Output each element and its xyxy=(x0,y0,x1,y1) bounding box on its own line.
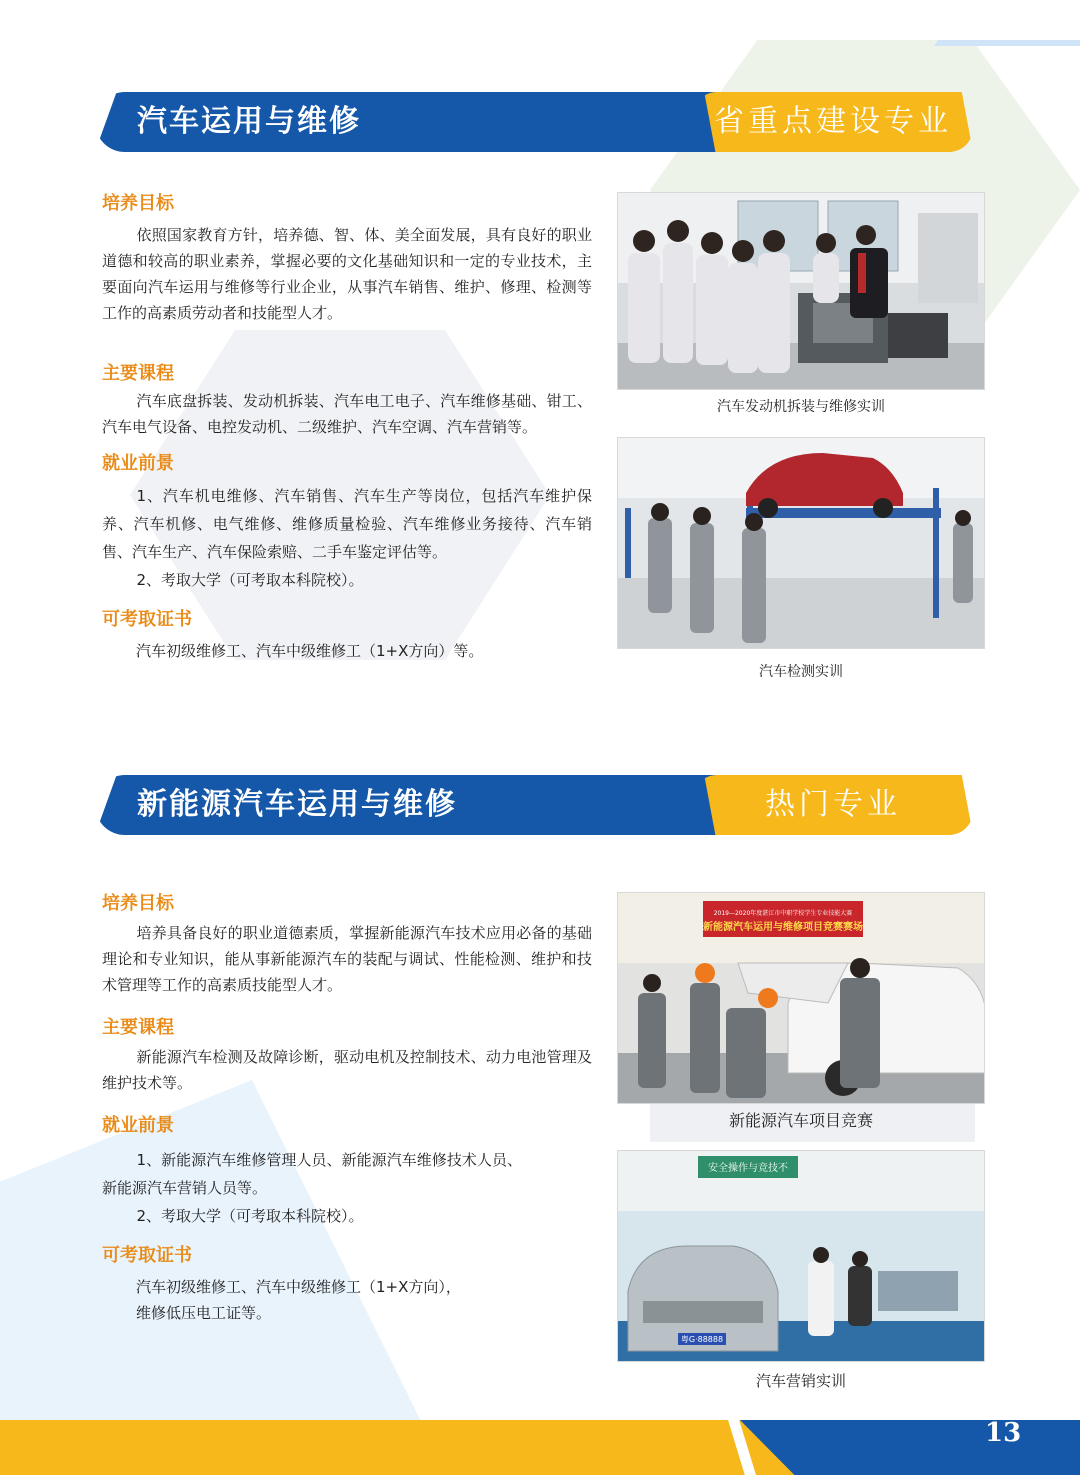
heading-jobs: 就业前景 xyxy=(102,453,174,474)
heading-certificates: 可考取证书 xyxy=(102,1245,192,1266)
heading-courses: 主要课程 xyxy=(102,1017,174,1038)
heading-jobs: 就业前景 xyxy=(102,1115,174,1136)
certificates-text: 汽车初级维修工、汽车中级维修工（1+X方向）等。 xyxy=(136,642,484,660)
page-number: 13 xyxy=(985,1418,1022,1448)
photo-plate-text: 粤G·88888 xyxy=(680,1335,724,1344)
photo-banner-text: 2019—2020年度湛江市中职学校学生专业技能大赛 xyxy=(713,910,853,917)
photo-banner-text: 新能源汽车运用与维修项目竞赛赛场 xyxy=(703,922,863,933)
photo-sign-text: 安全操作与竞技不 xyxy=(708,1163,788,1174)
photo-engine-training xyxy=(617,192,985,390)
section-text xyxy=(102,892,592,1326)
jobs-text-2: 2、考取大学（可考取本科院校）。 xyxy=(136,1207,364,1225)
photo-nev-competition xyxy=(617,892,985,1104)
jobs-text: 1、新能源汽车维修管理人员、新能源汽车维修技术人员、新能源汽车营销人员等。 xyxy=(102,1151,522,1197)
goal-text: 培养具备良好的职业道德素质，掌握新能源汽车技术应用必备的基础理论和专业知识，能从事新能源汽车的装配与调试、性能检测、维护和技术管理等工作的高素质技能型人才。 xyxy=(102,924,592,994)
certificates-text-2: 维修低压电工证等。 xyxy=(136,1304,272,1322)
heading-certificates: 可考取证书 xyxy=(102,609,192,630)
courses-text: 汽车底盘拆装、发动机拆装、汽车电工电子、汽车维修基础、钳工、汽车电气设备、电控发动机、二级维护、汽车空调、汽车营销等。 xyxy=(102,392,592,436)
section-title: 汽车运用与维修 xyxy=(137,104,361,139)
photo-caption: 汽车营销实训 xyxy=(755,1372,846,1390)
certificates-text: 汽车初级维修工、汽车中级维修工（1+X方向）， xyxy=(136,1278,461,1296)
photo-caption: 汽车检测实训 xyxy=(759,664,843,680)
section-tag: 省重点建设专业 xyxy=(714,104,952,139)
jobs-text-2: 2、考取大学（可考取本科院校）。 xyxy=(136,571,364,589)
photo-caption: 汽车发动机拆装与维修实训 xyxy=(717,399,885,415)
footer-bar xyxy=(0,1420,800,1475)
goal-text: 依照国家教育方针，培养德、智、体、美全面发展，具有良好的职业道德和较高的职业素养，掌握必要的文化基础知识和一定的专业技术，主要面向汽车运用与维修等行业企业，从事汽车销售、维护、修理、检测等工作的高素质劳动者和技能型人才。 xyxy=(102,226,592,322)
photo-car-sales xyxy=(617,1150,985,1362)
section-tag: 热门专业 xyxy=(765,787,901,822)
section-banner xyxy=(95,92,975,152)
heading-goal: 培养目标 xyxy=(102,193,174,214)
section-title: 新能源汽车运用与维修 xyxy=(137,787,457,822)
heading-courses: 主要课程 xyxy=(102,363,174,384)
footer-bar-blue xyxy=(740,1420,1080,1475)
jobs-text: 1、汽车机电维修、汽车销售、汽车生产等岗位，包括汽车维护保养、汽车机修、电气维修、维修质量检验、汽车维修业务接待、汽车销售、汽车生产、汽车保险索赔、二手车鉴定评估等。 xyxy=(102,487,592,561)
heading-goal: 培养目标 xyxy=(102,893,174,914)
photo-inspection-training xyxy=(617,437,985,649)
section-text xyxy=(102,192,592,664)
courses-text: 新能源汽车检测及故障诊断，驱动电机及控制技术、动力电池管理及维护技术等。 xyxy=(102,1048,592,1092)
photo-caption: 新能源汽车项目竞赛 xyxy=(728,1111,873,1130)
section-banner xyxy=(95,775,975,835)
